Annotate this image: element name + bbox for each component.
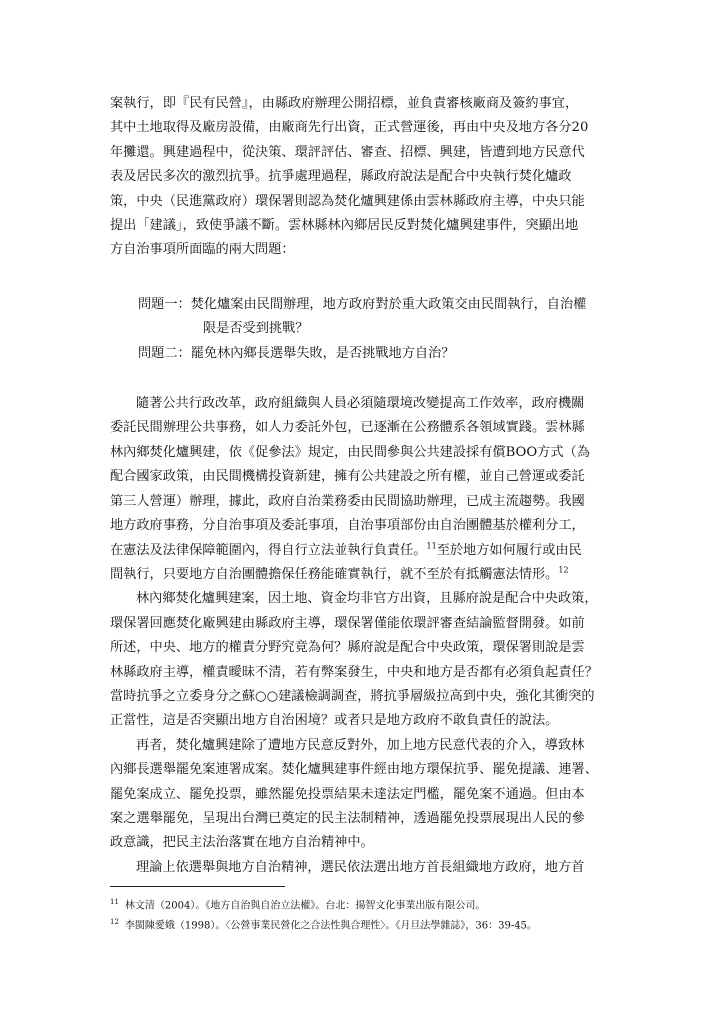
- text-line: 所述，中央、地方的權責分野究竟為何？縣府說是配合中央政策，環保署則說是雲: [110, 640, 585, 656]
- question-1-text-cont: 限是否受到挑戰？: [203, 321, 309, 337]
- text-line: 委託民間辦理公共事務，如人力委託外包，已逐漸在公務體系各領域實踐。雲林縣: [110, 420, 585, 436]
- text-line: 案之選舉罷免，呈現出台灣已奠定的民主法制精神，透過罷免投票展現出人民的參: [110, 810, 585, 826]
- question-1-text: 焚化爐案由民間辦理，地方政府對於重大政策交由民間執行，自治權: [190, 296, 587, 312]
- question-1: [138, 293, 615, 317]
- text-line: 隨著公共行政改革，政府組織與人員必須隨環境改變提高工作效率，政府機關: [136, 396, 585, 412]
- text-line: 罷免案成立、罷免投票，雖然罷免投票結果未達法定門檻，罷免案不通過。但由本: [110, 786, 585, 802]
- text-line: 策，中央（民進黨政府）環保署則認為焚化爐興建係由雲林縣政府主導，中央只能: [110, 193, 585, 209]
- paragraph-2: [110, 392, 615, 587]
- question-2-text: 罷免林內鄉長選舉失敗，是否挑戰地方自治？: [190, 345, 455, 361]
- question-2: [138, 342, 615, 366]
- text-segment: 在憲法及法律保障範圍內，得自行立法並執行負責任。: [110, 542, 427, 558]
- paragraph-4: [110, 734, 615, 856]
- text-line: 第三人營運）辦理，據此，政府自治業務委由民間協助辦理，已成主流趨勢。我國: [110, 493, 585, 509]
- text-line: 當時抗爭之立委身分之蘇○○建議檢調調查，將抗爭層級拉高到中央，強化其衝突的: [110, 688, 595, 704]
- text-line: [110, 563, 615, 587]
- footnote-divider: [110, 886, 285, 887]
- text-line: 案執行，即『民有民營』，由縣政府辦理公開招標，並負責審核廠商及簽約事宜，: [110, 96, 579, 111]
- text-line: 正當性，這是否突顯出地方自治困境？或者只是地方政府不敢負責任的說法。: [110, 713, 559, 729]
- footnote-11: [110, 894, 615, 914]
- paragraph-3: [110, 587, 615, 733]
- text-line: 環保署回應焚化廠興建由縣政府主導，環保署僅能依環評審查結論監督開發。如前: [110, 615, 585, 631]
- paragraph-5: [110, 856, 615, 880]
- text-line: 林內鄉焚化爐興建案，因土地、資金均非官方出資，且縣府說是配合中央政策，: [136, 591, 598, 607]
- text-line: 林內鄉焚化爐興建，依《促參法》規定，由民間參與公共建設採有償BOO方式（為: [110, 444, 590, 460]
- text-line: 內鄉長選舉罷免案連署成案。焚化爐興建事件經由地方環保抗爭、罷免提議、連署、: [110, 762, 598, 778]
- text-line: 年攤還。興建過程中，從決策、環評評估、審查、招標、興建，皆遭到地方民意代: [110, 144, 585, 160]
- footnote-number: 12: [110, 918, 119, 927]
- text-line: 林縣政府主導，權責曖昧不清，若有弊案發生，中央和地方是否都有必須負起責任？: [110, 664, 598, 680]
- intro-paragraph: [110, 92, 615, 263]
- question-list: [138, 293, 615, 366]
- text-line: 提出「建議」，致使爭議不斷。雲林縣林內鄉居民反對焚化爐興建事件，突顯出地: [110, 218, 579, 234]
- question-2-label: 問題二：: [138, 345, 191, 361]
- text-line: 理論上依選舉與地方自治精神，選民依法選出地方首長組織地方政府，地方首: [136, 859, 585, 875]
- question-1-label: 問題一：: [138, 296, 191, 312]
- footnotes: [110, 894, 615, 935]
- text-line: 其中土地取得及廠房設備，由廠商先行出資，正式營運後，再由中央及地方各分20: [110, 120, 589, 136]
- footnote-text: 林文清（2004）。《地方自治與自治立法權》。台北：揚智文化事業出版有限公司。: [124, 900, 486, 912]
- footnote-text: 李閩陳愛娥（1998）。〈公營事業民營化之合法性與合理性〉。《月旦法學雜誌》，36：39-45。: [124, 920, 537, 932]
- text-line: 方自治事項所面臨的兩大問題：: [110, 242, 295, 258]
- text-line: 再者，焚化爐興建除了遭地方民意反對外，加上地方民意代表的介入，導致林: [136, 737, 585, 753]
- text-segment: 間執行，只要地方自治團體擔保任務能確實執行，就不至於有抵觸憲法情形。: [110, 566, 559, 582]
- footnote-ref-12[interactable]: 12: [558, 565, 569, 575]
- footnote-12: [110, 914, 615, 934]
- question-1-continuation: [138, 317, 615, 341]
- footnote-ref-11[interactable]: 11: [426, 541, 437, 551]
- page-body: [110, 92, 615, 880]
- text-line: 表及居民多次的激烈抗爭。抗爭處理過程，縣政府說法是配合中央執行焚化爐政: [110, 169, 572, 185]
- text-segment: 至於地方如何履行或由民: [436, 542, 582, 558]
- text-line: 政意識，把民主法治落實在地方自治精神中。: [110, 835, 374, 851]
- text-line: 配合國家政策，由民間機構投資新建，擁有公共建設之所有權，並自己營運或委託: [110, 469, 585, 485]
- text-line: 地方政府事務，分自治事項及委託事項，自治事項部份由自治團體基於權利分工，: [110, 518, 585, 534]
- text-line: [110, 539, 615, 563]
- footnote-number: 11: [110, 898, 119, 906]
